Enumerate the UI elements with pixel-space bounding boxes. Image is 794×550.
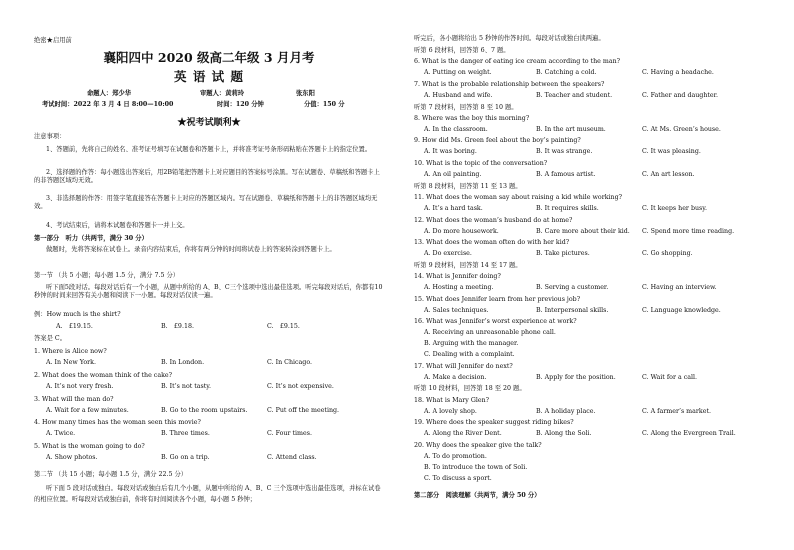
option-a: A. It was boring. xyxy=(424,148,477,156)
option-b: B. A holiday place. xyxy=(536,407,596,415)
section1-heading: 第一节 （共 5 小题；每小题 1.5 分，满分 7.5 分） xyxy=(34,272,180,279)
note-3: 3、非选择题的作答：用签字笔直接答在答题卡上对应的答题区域内。写在试题卷、草稿纸和答题卡上的非答题区域均无效。 xyxy=(34,195,378,210)
option-b: B. Along the Soli. xyxy=(536,430,592,438)
exam-duration: 时间：120 分钟 xyxy=(217,101,264,108)
option-b: B. Three times. xyxy=(161,430,210,438)
reviewer2: 张东阳 xyxy=(296,90,315,97)
question-stem: 13. What does the woman often do with her kid? xyxy=(414,239,570,247)
option-c: C. Wait for a call. xyxy=(642,373,698,381)
option-b: B. Serving a customer. xyxy=(536,284,609,291)
note-4: 4、考试结束后，请将本试题卷和答题卡一并上交。 xyxy=(46,222,189,229)
option-c: C. In Chicago. xyxy=(267,359,313,366)
exam-score: 分值：150 分 xyxy=(304,101,345,108)
part1-intro: 做题时，先将答案标在试卷上。录音内容结束后，你将有两分钟的时间将试卷上的答案转涂到答题卡上。 xyxy=(46,246,336,253)
option-a: A. Wait for a few minutes. xyxy=(46,406,129,414)
section-material-label: 听第 8 段材料，回答第 11 至 13 题。 xyxy=(414,182,522,190)
question-stem: 11. What does the woman say about raising a kid while working? xyxy=(414,193,623,201)
option-c: C. Attend class. xyxy=(267,454,317,462)
reviewer-row: 审题人：黄莉玲 xyxy=(200,90,245,97)
example-option-b: B. £9.18. xyxy=(161,323,194,330)
option-a: A. Do more housework. xyxy=(424,227,499,235)
example-answer: 答案是 C。 xyxy=(34,335,67,342)
section-material-label: 听第 6 段材料，回答第 6、7 题。 xyxy=(414,47,510,54)
question-stem: 6. What is the danger of eating ice cream according to the man? xyxy=(414,58,621,66)
section1-intro: 听下面5段对话。每段对话后有一个小题，从题中所给的 A、B、C三个选项中选出最佳选项。听完每段对话后，你都有10秒钟的时间来回答有关小题和阅读下一小题。每段对话仅读一遍。 xyxy=(34,284,383,299)
section-material-label: 听第 9 段材料，回答第 14 至 17 题。 xyxy=(414,261,522,269)
option-b: B. It requires skills. xyxy=(536,204,599,212)
option-a: A. It’s a hard task. xyxy=(424,204,483,212)
option-c: C. A farmer’s market. xyxy=(642,407,711,415)
option-a: A. In the classroom. xyxy=(424,125,488,133)
option-a: A. In New York. xyxy=(46,359,96,366)
exam-time: 考试时间：2022 年 3 月 4 日 8:00—10:00 xyxy=(42,101,174,108)
option-a: A. Putting on weight. xyxy=(424,69,492,77)
option-c: C. To discuss a sport. xyxy=(424,474,492,482)
option-a: A. Show photos. xyxy=(46,454,98,462)
confidential-mark: 绝密★启用前 xyxy=(34,37,72,44)
option-c: C. Having a headache. xyxy=(642,69,714,77)
option-b: B. Catching a cold. xyxy=(536,69,597,77)
part1-heading: 第一部分 听力（共两节，满分 30 分） xyxy=(34,235,148,242)
section-material-label: 听第 7 段材料，回答第 8 至 10 题。 xyxy=(414,103,518,111)
exam-title: 襄阳四中 2020 级高二年级 3 月月考 xyxy=(103,50,315,65)
option-c: C. At Ms. Green’s house. xyxy=(642,125,721,133)
example-option-a: A. £19.15. xyxy=(56,323,93,330)
option-a: A. Receiving an unreasonable phone call. xyxy=(424,329,556,337)
example-question: 例：How much is the shirt? xyxy=(34,311,121,318)
section2-heading: 第二节 （共 15 小题；每小题 1.5 分，满分 22.5 分） xyxy=(34,471,188,478)
option-b: B. Apply for the position. xyxy=(536,373,616,381)
question-stem: 4. How many times has the woman seen this movie? xyxy=(34,419,201,427)
question-stem: 17. What will Jennifer do next? xyxy=(414,362,513,370)
option-b: B. Take pictures. xyxy=(536,250,590,258)
option-b: B. To introduce the town of Soli. xyxy=(424,463,528,471)
option-c: C. It was pleasing. xyxy=(642,148,701,156)
option-a: A. Sales techniques. xyxy=(424,306,489,314)
section2-intro: 听下面 5 段对话或独白。每段对话或独白后有几个小题，从题中所给的 A、B、C 三个选项中选出最佳选项，并标在试卷的相应位置。听每段对话或独白前，你将有时间阅读各个小题，每小题 5 秒钟； xyxy=(34,485,381,503)
option-c: C. Dealing with a complaint. xyxy=(424,351,515,359)
option-c: C. Four times. xyxy=(267,430,312,438)
question-stem: 20. Why does the speaker give the talk? xyxy=(414,441,542,449)
option-c: C. Go shopping. xyxy=(642,250,693,258)
option-c: C. Father and daughter. xyxy=(642,91,718,99)
option-c: C. Spend more time reading. xyxy=(642,227,735,235)
question-stem: 12. What does the woman’s husband do at home? xyxy=(414,216,573,224)
option-c: C. An art lesson. xyxy=(642,171,695,178)
option-a: A. It’s not very fresh. xyxy=(46,382,114,390)
question-stem: 15. What does Jennifer learn from her previous job? xyxy=(414,295,581,303)
option-b: B. Teacher and student. xyxy=(536,91,613,99)
section2-continued: 听完后，各小题将给出 5 秒钟的作答时间。每段对话或独白读两遍。 xyxy=(414,35,605,42)
option-b: B. It’s not tasty. xyxy=(161,382,212,390)
question-stem: 1. Where is Alice now? xyxy=(34,348,107,355)
option-c: C. It’s not expensive. xyxy=(267,382,334,390)
question-stem: 8. Where was the boy this morning? xyxy=(414,114,530,122)
exam-subject: 英 语 试 题 xyxy=(173,69,245,84)
notes-heading: 注意事项： xyxy=(34,133,66,140)
option-b: B. Go on a trip. xyxy=(161,454,210,462)
option-a: A. A lovely shop. xyxy=(424,407,477,415)
option-c: C. It keeps her busy. xyxy=(642,204,707,212)
option-b: B. Care more about their kid. xyxy=(536,227,630,235)
question-stem: 2. What does the woman think of the cake? xyxy=(34,371,172,379)
question-stem: 9. How did Ms. Green feel about the boy’s painting? xyxy=(414,137,581,145)
option-b: B. It was strange. xyxy=(536,148,593,156)
question-stem: 18. What is Mary Glen? xyxy=(414,396,490,404)
part2-heading: 第二部分 阅读理解（共两节，满分 50 分） xyxy=(414,492,541,499)
question-stem: 7. What is the probable relationship between the speakers? xyxy=(414,80,605,88)
question-stem: 10. What is the topic of the conversation? xyxy=(414,160,548,167)
section-material-label: 听第 10 段材料，回答第 18 至 20 题。 xyxy=(414,385,526,393)
option-b: B. A famous artist. xyxy=(536,171,596,178)
good-luck-banner: ★祝考试顺利★ xyxy=(177,118,241,128)
option-b: B. Arguing with the manager. xyxy=(424,340,519,348)
note-1: 1、答题前，先将自己的姓名、准考证号填写在试题卷和答题卡上，并将准考证号条形码粘贴在答题卡上的指定位置。 xyxy=(46,146,372,153)
option-a: A. Hosting a meeting. xyxy=(424,284,494,291)
option-c: C. Having an interview. xyxy=(642,284,717,291)
option-b: B. Go to the room upstairs. xyxy=(161,406,248,414)
option-a: A. Make a decision. xyxy=(424,373,487,381)
option-a: A. Twice. xyxy=(46,430,76,438)
option-a: A. To do promotion. xyxy=(424,452,487,460)
option-c: C. Put off the meeting. xyxy=(267,406,340,414)
option-a: A. Along the River Dent. xyxy=(424,430,502,438)
note-2: 2、选择题的作答：每小题选出答案后，用2B铅笔把答题卡上对应题目的答案标号涂黑。写在试题卷、草稿纸和答题卡上的非答题区域均无效。 xyxy=(34,169,380,184)
option-b: B. In London. xyxy=(161,359,205,366)
option-c: C. Along the Evergreen Trail. xyxy=(642,430,736,438)
question-stem: 19. Where does the speaker suggest riding bikes? xyxy=(414,419,574,427)
example-option-c: C. £9.15. xyxy=(267,323,300,330)
question-stem: 14. What is Jennifer doing? xyxy=(414,273,501,280)
option-b: B. In the art museum. xyxy=(536,125,606,133)
option-a: A. Husband and wife. xyxy=(424,91,493,99)
question-stem: 3. What will the man do? xyxy=(34,395,114,403)
question-stem: 16. What was Jennifer’s worst experience at work? xyxy=(414,318,577,326)
option-a: A. An oil painting. xyxy=(424,171,482,178)
setter-row: 命题人：郑少华 xyxy=(87,90,132,97)
option-c: C. Language knowledge. xyxy=(642,306,721,314)
question-stem: 5. What is the woman going to do? xyxy=(34,443,145,451)
option-b: B. Interpersonal skills. xyxy=(536,306,609,314)
option-a: A. Do exercise. xyxy=(424,250,472,258)
